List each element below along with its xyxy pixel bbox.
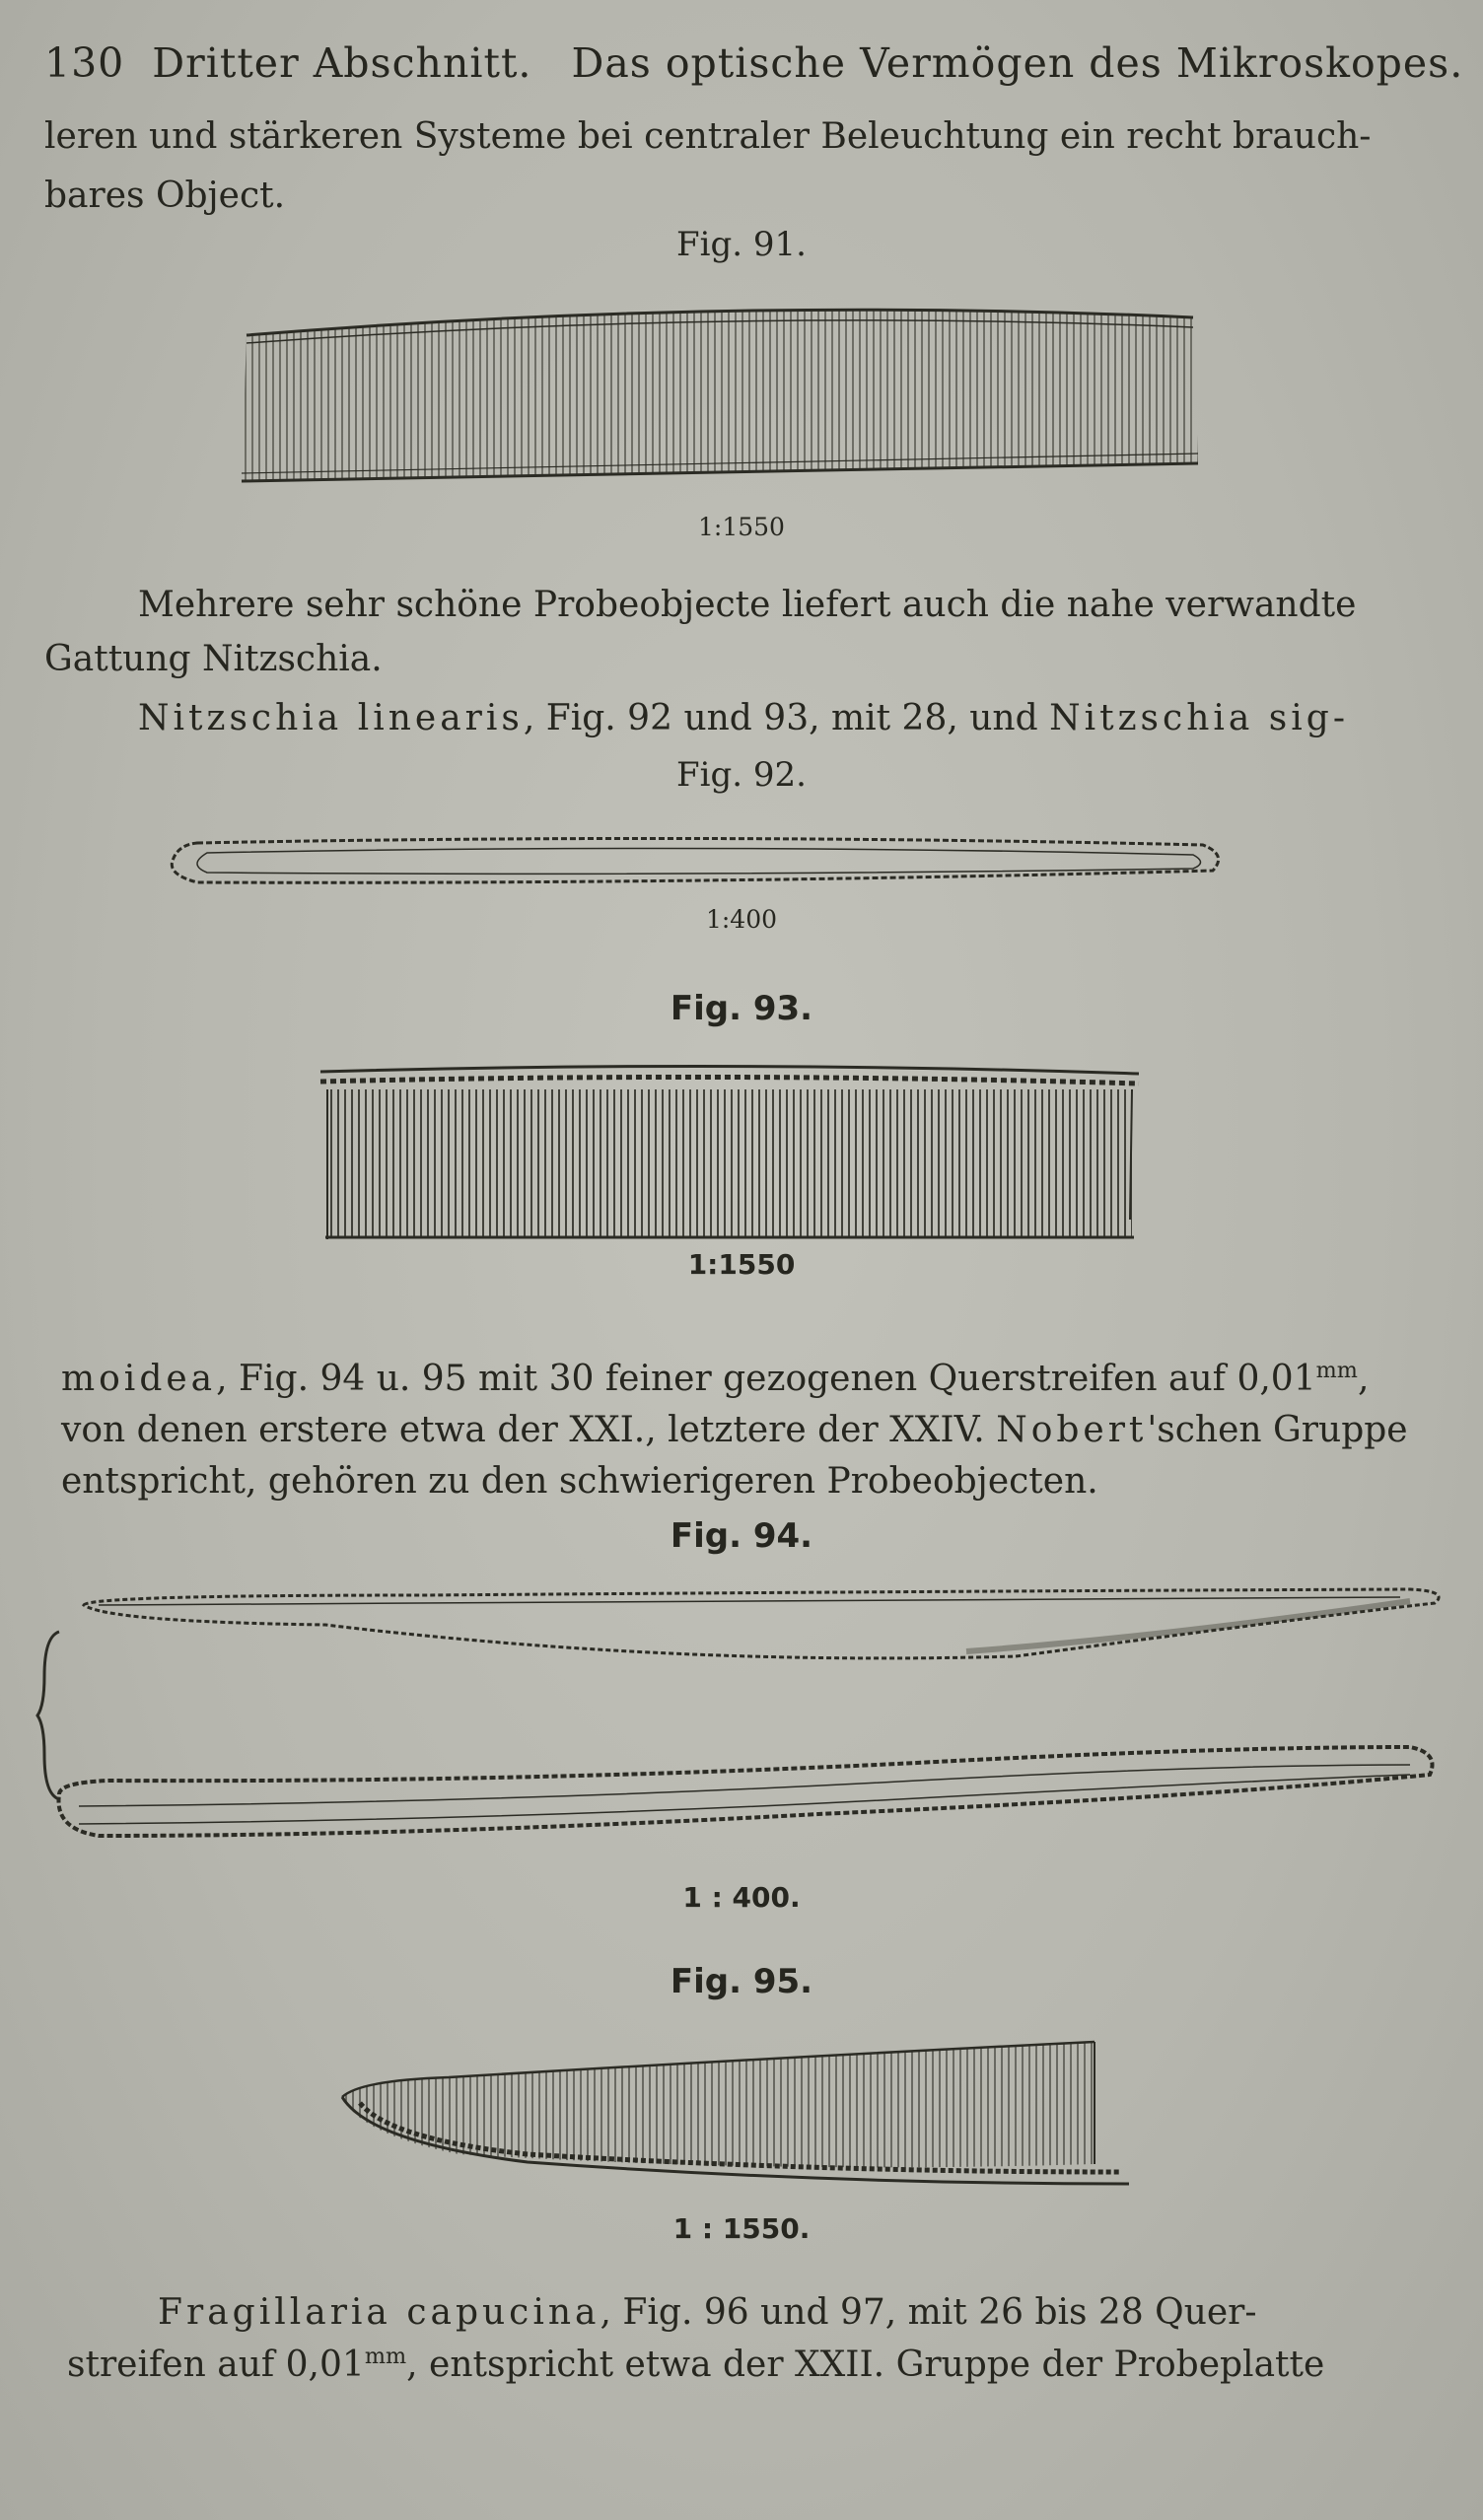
- page-number: 130: [44, 39, 125, 87]
- figure-caption: Fig. 91.: [676, 225, 807, 264]
- figure-91-drawing: [237, 296, 1203, 493]
- scale-label: 1 : 400.: [682, 1881, 801, 1914]
- author-name: Nobert: [996, 1410, 1148, 1450]
- figure-93-drawing: [316, 1060, 1144, 1247]
- chapter-title: Das optische Vermögen des Mikroskopes.: [571, 39, 1464, 87]
- paragraph-line: Mehrere sehr schöne Probeobjecte liefert auch die nahe verwandte: [138, 585, 1357, 625]
- paragraph-line: [61, 1410, 1408, 1450]
- figure-caption: Fig. 93.: [670, 989, 813, 1028]
- species-name: moidea: [61, 1359, 217, 1399]
- unit-superscript: mm: [1315, 1358, 1358, 1383]
- paragraph-text: von denen erstere etwa der XXI., letztere der XXIV.: [61, 1410, 997, 1450]
- figure-94-drawing: [30, 1577, 1459, 1863]
- paragraph-text: , Fig. 92 und 93, mit 28, und: [523, 698, 1050, 738]
- species-name: Fragillaria capucina: [158, 2292, 600, 2333]
- paragraph-line: bares Object.: [44, 175, 286, 216]
- species-name: Nitzschia sig-: [1049, 698, 1349, 738]
- paragraph-line: [67, 2345, 1324, 2385]
- species-name: Nitzschia linearis: [138, 698, 524, 738]
- paragraph-text: , Fig. 96 und 97, mit 26 bis 28 Quer-: [600, 2292, 1257, 2333]
- chapter-label: Dritter Abschnitt.: [152, 39, 532, 87]
- paragraph-line: Gattung Nitzschia.: [44, 639, 383, 679]
- running-header: [44, 39, 1463, 87]
- paragraph-line: [138, 698, 1349, 738]
- paragraph-text: , Fig. 94 u. 95 mit 30 feiner gezogenen Querstreifen auf 0,01: [216, 1359, 1316, 1399]
- figure-95-drawing: [330, 2036, 1139, 2204]
- paragraph-text: , entspricht etwa der XXII. Gruppe der Probeplatte: [406, 2345, 1325, 2385]
- scale-label: 1 : 1550.: [672, 2212, 811, 2245]
- paragraph-line: [61, 1359, 1369, 1399]
- paragraph-text: ,: [1357, 1359, 1370, 1399]
- scale-label: 1:400: [705, 905, 778, 934]
- unit-superscript: mm: [364, 2344, 407, 2369]
- figure-caption: Fig. 95.: [670, 1962, 813, 2001]
- paragraph-line: leren und stärkeren Systeme bei centraler Beleuchtung ein recht brauch-: [44, 116, 1372, 157]
- paragraph-line: entspricht, gehören zu den schwierigeren Probeobjecten.: [61, 1461, 1098, 1502]
- paragraph-text: 'schen Gruppe: [1147, 1410, 1408, 1450]
- paragraph-line: [158, 2292, 1257, 2333]
- figure-caption: Fig. 94.: [670, 1516, 813, 1556]
- figure-caption: Fig. 92.: [676, 755, 807, 795]
- paragraph-text: streifen auf 0,01: [67, 2345, 365, 2385]
- figure-92-drawing: [168, 833, 1233, 892]
- scale-label: 1:1550: [687, 1248, 796, 1281]
- scale-label: 1:1550: [698, 513, 785, 541]
